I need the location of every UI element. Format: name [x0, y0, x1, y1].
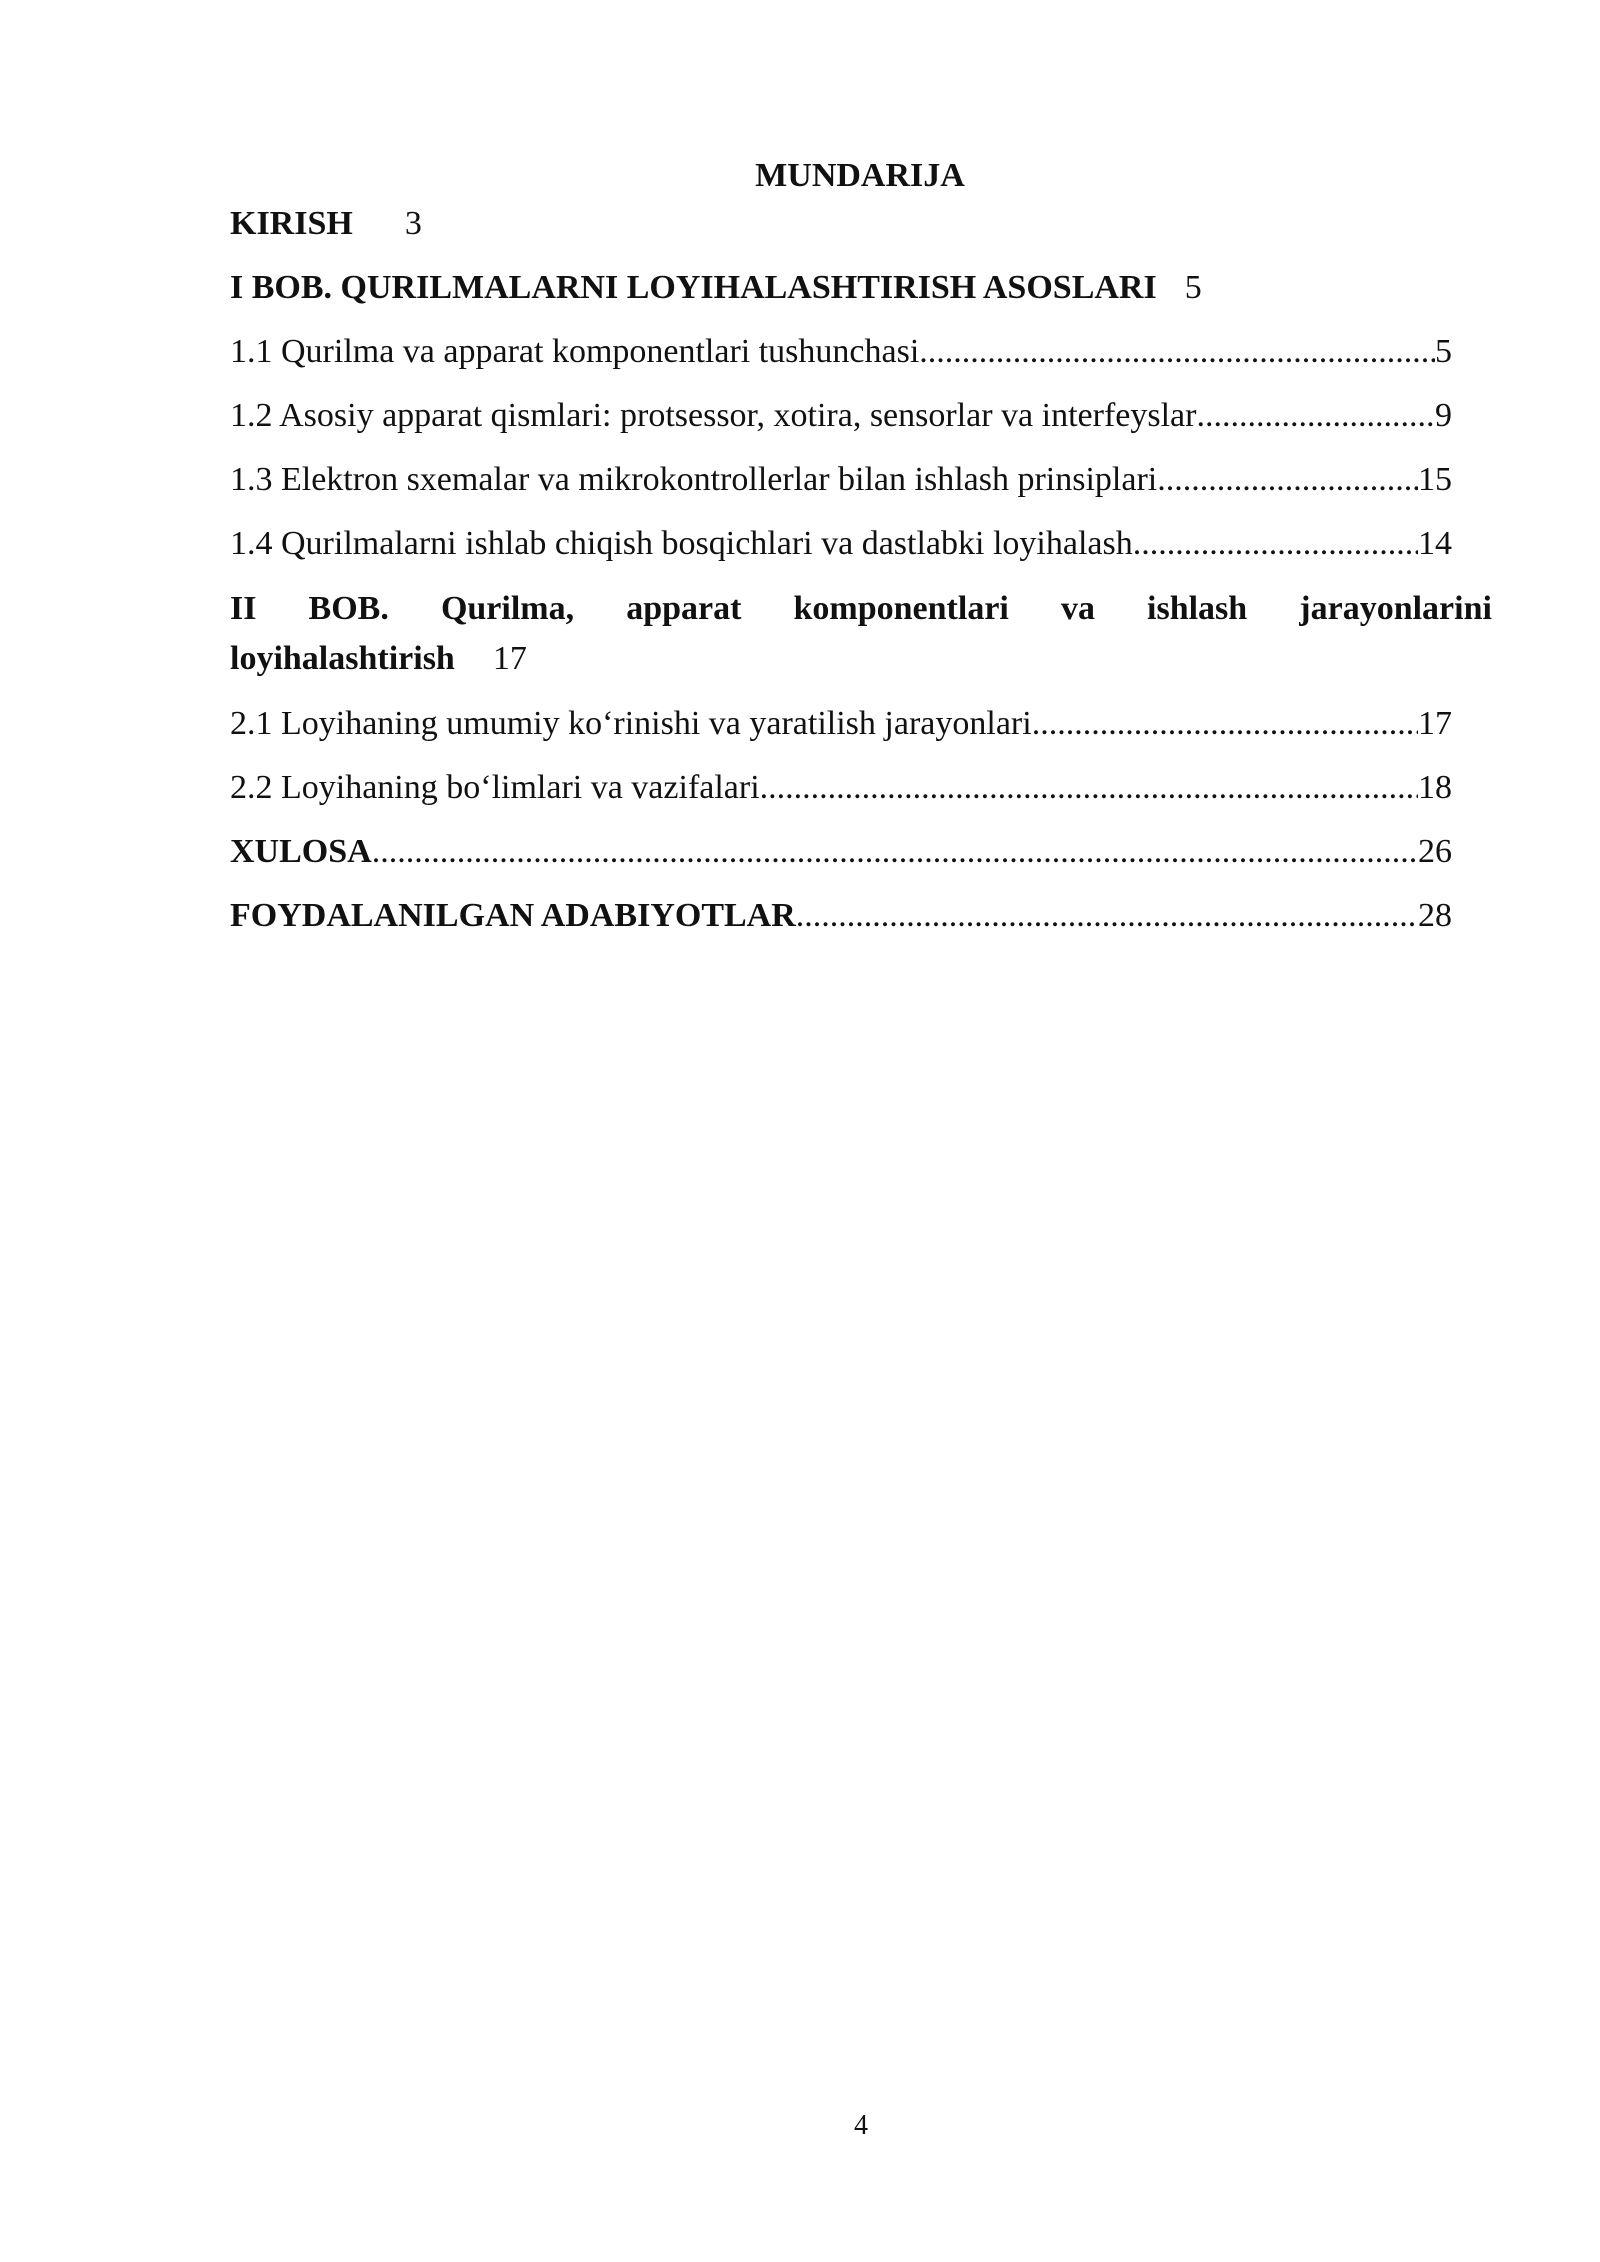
- page-title: MUNDARIJA: [755, 157, 965, 194]
- toc-leader-dots: [919, 328, 1435, 376]
- toc-entry-1-2[interactable]: [230, 392, 1452, 440]
- toc-entry-kirish[interactable]: [230, 200, 1460, 248]
- table-of-contents: [230, 200, 1492, 956]
- toc-entry-label: XULOSA: [230, 833, 372, 870]
- toc-page-number: 9: [1435, 397, 1452, 434]
- toc-entry-adabiyotlar[interactable]: [230, 892, 1452, 940]
- toc-entry-2-1[interactable]: [230, 700, 1452, 748]
- toc-entry-1-1[interactable]: [230, 328, 1452, 376]
- toc-page-number: 17: [1418, 705, 1452, 742]
- toc-entry-label: FOYDALANILGAN ADABIYOTLAR: [230, 897, 796, 934]
- toc-page-number: 3: [404, 205, 422, 242]
- toc-entry-label: 2.2 Loyihaning bo‘limlari va vazifalari: [230, 769, 760, 806]
- toc-entry-label: 2.1 Loyihaning umumiy ko‘rinishi va yaratilish jarayonlari: [230, 705, 1032, 742]
- heading-word: apparat: [626, 590, 742, 627]
- toc-page-number: 17: [492, 640, 527, 677]
- heading-word: loyihalashtirish: [230, 640, 455, 677]
- toc-page-number: 28: [1418, 897, 1452, 934]
- toc-entry-label: I BOB. QURILMALARNI LOYIHALASHTIRISH ASOSLARI: [230, 269, 1157, 306]
- toc-entry-label: 1.4 Qurilmalarni ishlab chiqish bosqichlari va dastlabki loyihalash: [230, 525, 1133, 562]
- toc-leader-dots: [796, 892, 1418, 940]
- heading-word: Qurilma,: [440, 590, 575, 627]
- toc-entry-1-3[interactable]: [230, 456, 1452, 504]
- toc-entry-bob2[interactable]: [230, 584, 1492, 684]
- toc-leader-dots: [372, 828, 1418, 876]
- toc-leader-dots: [1157, 456, 1418, 504]
- toc-page-number: 5: [1435, 333, 1452, 370]
- toc-page-number: 15: [1418, 461, 1452, 498]
- heading-word: va: [1060, 590, 1095, 627]
- toc-entry-label: KIRISH: [230, 205, 353, 242]
- heading-word: BOB.: [308, 590, 389, 627]
- toc-page-number: 5: [1184, 269, 1202, 306]
- heading-word: komponentlari: [793, 590, 1009, 627]
- toc-entry-1-4[interactable]: [230, 520, 1452, 568]
- toc-entry-xulosa[interactable]: [230, 828, 1452, 876]
- toc-page-number: 14: [1418, 525, 1452, 562]
- toc-page-number: 26: [1418, 833, 1452, 870]
- toc-entry-label: 1.3 Elektron sxemalar va mikrokontrollerlar bilan ishlash prinsiplari: [230, 461, 1158, 498]
- page-number-footer: 4: [854, 2110, 868, 2141]
- toc-entry-2-2[interactable]: [230, 764, 1452, 812]
- toc-entry-bob1[interactable]: [230, 264, 1460, 312]
- heading-word: jarayonlarini: [1299, 590, 1492, 627]
- toc-leader-dots: [1196, 392, 1435, 440]
- heading-word: II: [230, 590, 257, 627]
- toc-leader-dots: [760, 764, 1418, 812]
- heading-word: ishlash: [1147, 590, 1248, 627]
- toc-leader-dots: [1032, 700, 1418, 748]
- toc-entry-label-line1: [230, 584, 1492, 634]
- toc-entry-label-line2: [230, 634, 1492, 684]
- toc-page-number: 18: [1418, 769, 1452, 806]
- toc-entry-label: 1.1 Qurilma va apparat komponentlari tushunchasi: [230, 333, 920, 370]
- toc-leader-dots: [1133, 520, 1418, 568]
- toc-entry-label: 1.2 Asosiy apparat qismlari: protsessor, xotira, sensorlar va interfeyslar: [230, 397, 1197, 434]
